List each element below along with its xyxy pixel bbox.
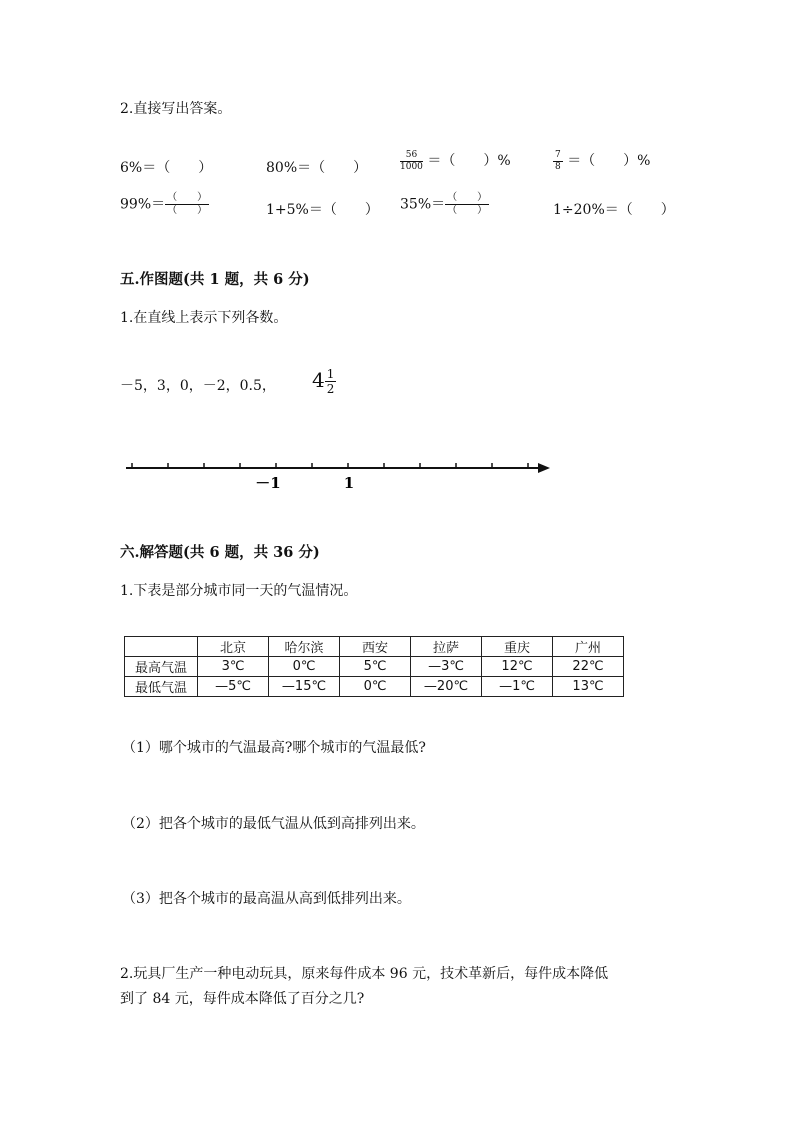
table-cell: 22℃	[553, 657, 624, 677]
fraction-denominator: 1000	[400, 161, 423, 172]
fraction-numerator: 56	[400, 151, 423, 162]
section-6-title: 六.解答题(共 6 题，共 36 分)	[120, 544, 320, 561]
conversion-1-plus-5-percent: 1+5%＝（ ）	[266, 202, 379, 218]
conversion-1-div-20-percent: 1÷20%＝（ ）	[553, 202, 675, 218]
question-2-line-1: 2.玩具厂生产一种电动玩具，原来每件成本 96 元，技术革新后，每件成本降低	[120, 966, 609, 982]
table-row	[125, 677, 624, 697]
label-positive-one: 1	[343, 474, 355, 492]
conversion-7-over-8	[553, 150, 651, 172]
table-header-cell: 重庆	[482, 637, 553, 657]
number-line	[120, 455, 560, 495]
conversion-56-over-1000	[400, 150, 511, 172]
table-header-cell: 北京	[198, 637, 269, 657]
conversion-prefix: 35%＝	[400, 196, 446, 213]
question-2-line-2: 到了 84 元，每件成本降低了百分之几?	[120, 991, 365, 1007]
conversion-rest: ＝（ ）%	[567, 153, 651, 169]
mixed-fraction	[325, 368, 337, 395]
section-5-question-1: 1.在直线上表示下列各数。	[120, 310, 288, 326]
fraction-denominator: （ ）	[447, 205, 488, 216]
table-cell: 12℃	[482, 657, 553, 677]
table-cell: 3℃	[198, 657, 269, 677]
number-line-arrow	[538, 463, 550, 473]
temperature-table	[124, 636, 624, 697]
fraction-numerator: （ ）	[447, 192, 488, 203]
section-5-title: 五.作图题(共 1 题，共 6 分)	[120, 271, 310, 288]
conversion-35-percent	[400, 193, 489, 216]
table-header-cell: 广州	[553, 637, 624, 657]
table-row-label: 最低气温	[125, 677, 198, 697]
table-header-cell: 哈尔滨	[269, 637, 340, 657]
numbers-to-plot: －5，3，0，－2，0.5，	[120, 378, 276, 394]
fraction-denominator: 2	[326, 382, 335, 396]
fraction-numerator: 1	[326, 367, 335, 381]
table-header-cell	[125, 637, 198, 657]
conversion-rest: ＝（ ）%	[427, 153, 511, 169]
table-cell: 5℃	[340, 657, 411, 677]
table-header-row	[125, 637, 624, 657]
fraction-denominator: （ ）	[167, 205, 208, 216]
question-2-title: 2.直接写出答案。	[120, 101, 232, 117]
conversion-prefix: 99%＝	[120, 196, 166, 213]
conversion-6-percent: 6%＝（ ）	[120, 160, 213, 176]
mixed-number-4-and-half	[312, 368, 336, 395]
table-row-label: 最高气温	[125, 657, 198, 677]
table-header-cell: 拉萨	[411, 637, 482, 657]
sub-question-2: （2）把各个城市的最低气温从低到高排列出来。	[122, 816, 425, 832]
mixed-whole: 4	[312, 368, 325, 392]
table-cell: —3℃	[411, 657, 482, 677]
conversion-80-percent: 80%＝（ ）	[266, 160, 368, 176]
fraction-numerator: 7	[555, 149, 561, 160]
label-negative-one: －1	[255, 474, 281, 492]
sub-question-1: （1）哪个城市的气温最高?哪个城市的气温最低?	[122, 740, 426, 756]
table-cell: —20℃	[411, 677, 482, 697]
table-header-cell: 西安	[340, 637, 411, 657]
fraction-denominator: 8	[555, 161, 561, 172]
table-cell: 0℃	[269, 657, 340, 677]
table-cell: 13℃	[553, 677, 624, 697]
fraction-numerator: （ ）	[167, 192, 208, 203]
sub-question-3: （3）把各个城市的最高温从高到低排列出来。	[122, 891, 411, 907]
table-cell: —15℃	[269, 677, 340, 697]
section-6-question-1: 1.下表是部分城市同一天的气温情况。	[120, 583, 358, 599]
blank-fraction	[165, 193, 209, 216]
table-cell: —1℃	[482, 677, 553, 697]
fraction-56-1000	[400, 151, 423, 172]
table-cell: 0℃	[340, 677, 411, 697]
table-row	[125, 657, 624, 677]
fraction-7-8	[553, 151, 563, 172]
blank-fraction	[445, 193, 489, 216]
conversion-99-percent	[120, 193, 209, 216]
table-cell: —5℃	[198, 677, 269, 697]
